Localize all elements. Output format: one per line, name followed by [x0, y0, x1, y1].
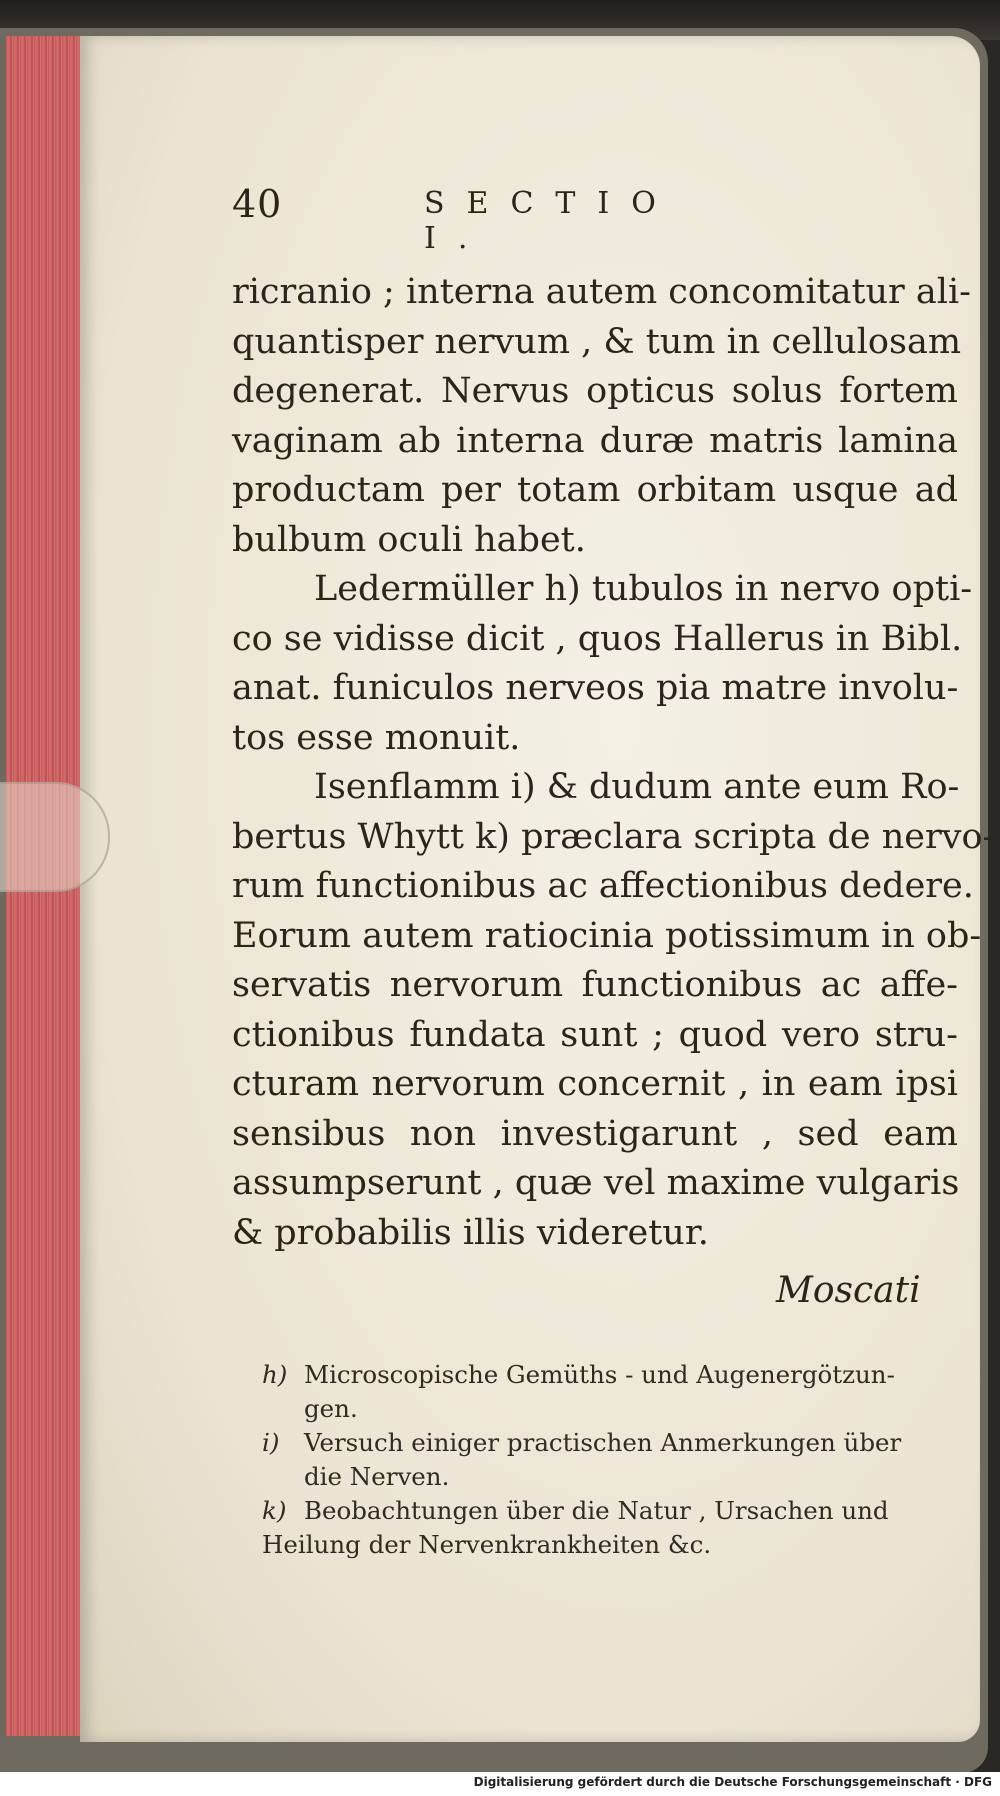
footnote-text: Beobachtungen über die Natur , Ursachen und — [304, 1496, 889, 1525]
footnote-mark: i) — [262, 1428, 280, 1457]
credit-bar — [0, 1772, 1000, 1796]
text-line: ricranio ; interna autem concomitatur ali- — [232, 272, 971, 312]
text-line: degenerat. Nervus opticus solus fortem — [232, 371, 958, 411]
text-line: quantisper nervum , & tum in cellulosam — [232, 321, 962, 362]
footnote-text: die Nerven. — [304, 1462, 450, 1491]
footnote-text: Heilung der Nervenkrankheiten &c. — [262, 1530, 712, 1559]
footnotes — [262, 1358, 942, 1562]
text-line: ctionibus fundata sunt ; quod vero stru- — [232, 1014, 958, 1055]
text-line: Ledermüller h) tubulos in nervo opti- — [314, 569, 973, 609]
page-number: 40 — [232, 182, 283, 226]
footnote-text: Versuch einiger practischen Anmerkungen über — [304, 1428, 902, 1457]
text-line: tos esse monuit. — [232, 717, 521, 758]
text-line: & probabilis illis videretur. — [232, 1212, 709, 1253]
text-line: sensibus non investigarunt , sed eam — [232, 1113, 958, 1154]
text-line: anat. funiculos nerveos pia matre involu- — [232, 668, 959, 708]
footnote-text: Microscopische Gemüths - und Augenergötzun- — [304, 1360, 895, 1389]
footnote-k — [262, 1494, 942, 1528]
text-line: productam per totam orbitam usque ad — [232, 470, 958, 510]
catchword: Moscati — [776, 1270, 921, 1311]
section-title: SECTIO I. — [424, 186, 678, 256]
text-line: vaginam ab interna duræ matris lamina — [232, 420, 958, 461]
text-line: co se vidisse dicit , quos Hallerus in Bibl. — [232, 618, 963, 659]
text-line: bertus Whytt k) præclara scripta de nervo- — [232, 816, 995, 857]
running-head — [232, 182, 752, 256]
body-text — [232, 268, 995, 1258]
text-line: servatis nervorum functionibus ac affe- — [232, 965, 958, 1005]
footnote-i — [262, 1426, 942, 1460]
text-line: cturam nervorum concernit , in eam ipsi — [232, 1064, 958, 1104]
footnote-mark: h) — [262, 1360, 288, 1389]
text-line: Eorum autem ratiocinia potissimum in ob- — [232, 915, 982, 956]
text-line: Isenflamm i) & dudum ante eum Ro- — [314, 767, 960, 807]
funding-credit: Digitalisierung gefördert durch die Deutsche Forschungsgemeinschaft · DFG — [473, 1775, 992, 1789]
footnote-mark: k) — [262, 1496, 287, 1525]
text-line: assumpserunt , quæ vel maxime vulgaris — [232, 1163, 960, 1203]
bookmark-ribbon — [0, 782, 110, 892]
text-line: rum functionibus ac affectionibus dedere. — [232, 866, 974, 906]
text-line: bulbum oculi habet. — [232, 519, 586, 560]
footnote-h — [262, 1358, 942, 1392]
footnote-text: gen. — [304, 1394, 358, 1423]
